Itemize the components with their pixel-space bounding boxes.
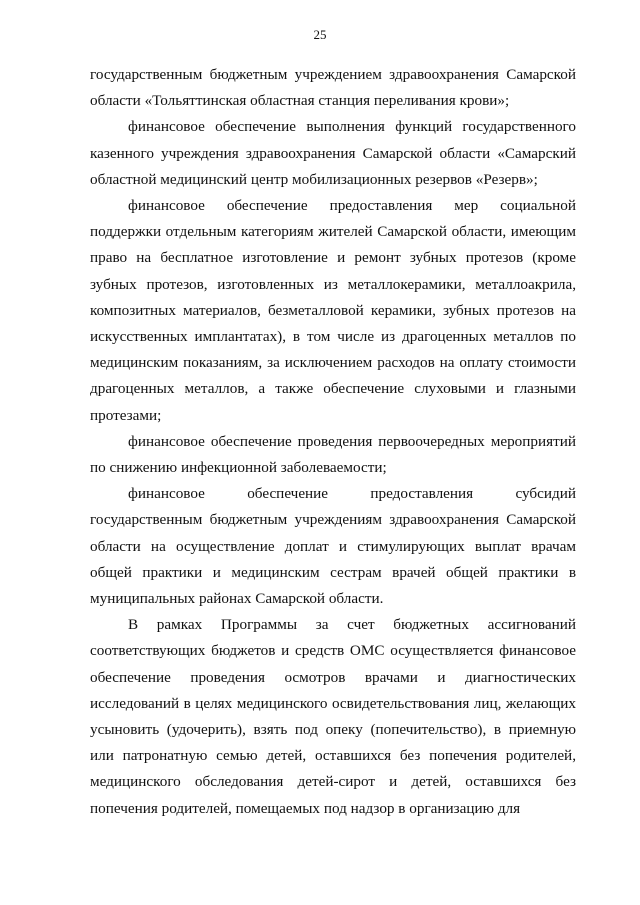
paragraph: финансовое обеспечение проведения первоочередных мероприятий по снижению инфекционной заболеваемости; — [90, 432, 576, 477]
page-number: 25 — [313, 27, 327, 42]
paragraph: финансовое обеспечение предоставления субсидий государственным бюджетным учреждениям здравоохранения Самарской области на осуществление доплат и стимулирующих выплат врачам общей практики и медицинским сестрам врачей общей практики в муниципальных районах Самарской области. — [90, 485, 576, 608]
paragraph-continuation: государственным бюджетным учреждением здравоохранения Самарской области «Тольяттинская областная станция переливания крови»; — [90, 66, 576, 110]
paragraph: финансовое обеспечение выполнения функций государственного казенного учреждения здравоохранения Самарской области «Самарский областной медицинский центр мобилизационных резервов «Резерв»; — [90, 118, 576, 188]
paragraph: финансовое обеспечение предоставления мер социальной поддержки отдельным категориям жителей Самарской области, имеющим право на бесплатное изготовление и ремонт зубных протезов (кроме зубных протезов, изготовленных из металлокерамики, металлоакрила, композитных материалов, безметалловой керамики, зубных протезов на искусственных имплантатах), в том числе из драгоценных металлов по медицинским показаниям, за исключением расходов на оплату стоимости драгоценных металлов, а также обеспечение слуховыми и глазными протезами; — [90, 197, 576, 424]
document-body — [90, 62, 576, 822]
paragraph: В рамках Программы за счет бюджетных ассигнований соответствующих бюджетов и средств ОМС осуществляется финансовое обеспечение проведения осмотров врачами и диагностических исследований в целях медицинского освидетельствования лиц, желающих усыновить (удочерить), взять под опеку (попечительство), в приемную или патронатную семью детей, оставшихся без попечения родителей, медицинского обследования детей-сирот и детей, оставшихся без попечения родителей, помещаемых под надзор в организацию для — [90, 616, 576, 817]
